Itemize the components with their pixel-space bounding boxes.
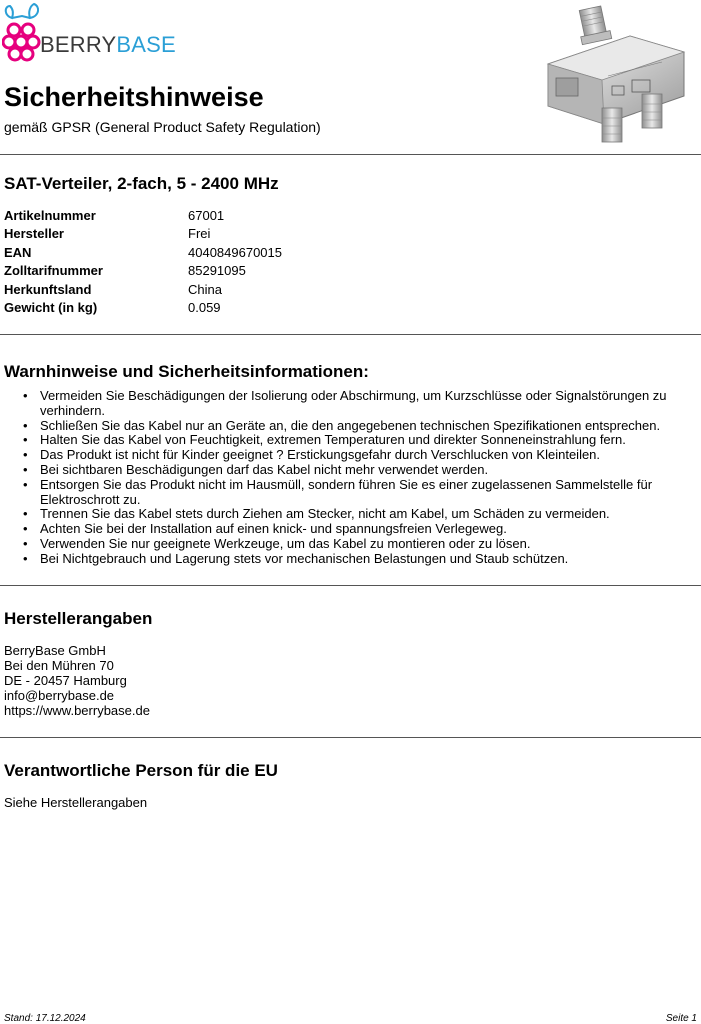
bullet: • [23, 417, 28, 433]
manufacturer-heading: Herstellerangaben [4, 609, 153, 628]
footer-date: Stand: 17.12.2024 [4, 1013, 86, 1024]
spec-table [4, 206, 282, 317]
bullet: • [23, 506, 28, 522]
manufacturer-company: BerryBase GmbH [4, 643, 106, 658]
list-item: • Bei sichtbaren Beschädigungen darf das Kabel nicht mehr verwendet werden. [23, 461, 489, 477]
spec-value: 4040849670015 [188, 244, 282, 260]
spec-value: 67001 [188, 207, 225, 223]
spec-row [4, 299, 282, 318]
eu-responsible-heading: Verantwortliche Person für die EU [4, 761, 278, 780]
raspberry-logo-icon [2, 2, 42, 64]
product-image [534, 2, 694, 150]
list-item: • Vermeiden Sie Beschädigungen der Isolierung oder Abschirmung, um Kurzschlüsse oder Signalstörungen zu verhindern. [23, 388, 667, 418]
product-title: SAT-Verteiler, 2-fach, 5 - 2400 MHz [4, 174, 279, 193]
spec-value: China [188, 281, 222, 297]
list-item: • Das Produkt ist nicht für Kinder geeignet ? Erstickungsgefahr durch Verschlucken von Kleinteilen. [23, 447, 601, 463]
spec-label: Herkunftsland [4, 281, 92, 297]
warnings-list [20, 389, 680, 567]
spec-row [4, 206, 282, 225]
manufacturer-website[interactable]: https://www.berrybase.de [4, 703, 150, 718]
list-item: • Schließen Sie das Kabel nur an Geräte an, die den angegebenen technischen Spezifikationen entsprechen. [23, 417, 661, 433]
list-item: • Entsorgen Sie das Produkt nicht im Hausmüll, sondern führen Sie es einer zugelassenen Sammelstelle für Elektroschrott zu. [23, 476, 653, 507]
bullet: • [23, 550, 28, 566]
section-divider [0, 585, 701, 586]
spec-value: 85291095 [188, 263, 246, 279]
spec-label: Gewicht (in kg) [4, 300, 98, 316]
section-divider [0, 154, 701, 155]
manufacturer-address [4, 643, 150, 718]
bullet: • [23, 447, 28, 463]
spec-row [4, 262, 282, 281]
list-item: • Bei Nichtgebrauch und Lagerung stets vor mechanischen Belastungen und Staub schützen. [23, 550, 569, 566]
manufacturer-email[interactable]: info@berrybase.de [4, 688, 115, 703]
document-subtitle: gemäß GPSR (General Product Safety Regulation) [4, 119, 321, 135]
bullet: • [23, 388, 28, 403]
list-item: • Achten Sie bei der Installation auf einen knick- und spannungsfreien Verlegeweg. [23, 521, 507, 537]
spec-row [4, 243, 282, 262]
spec-value: 0.059 [188, 300, 221, 316]
bullet: • [23, 476, 28, 492]
warnings-heading: Warnhinweise und Sicherheitsinformationen: [4, 362, 369, 381]
berrybase-logo[interactable] [2, 2, 176, 64]
section-divider [0, 334, 701, 335]
list-item: • Verwenden Sie nur geeignete Werkzeuge, um das Kabel zu montieren oder zu lösen. [23, 535, 531, 551]
spec-row [4, 225, 282, 244]
spec-label: Artikelnummer [4, 207, 96, 223]
manufacturer-city: DE - 20457 Hamburg [4, 673, 127, 688]
eu-responsible-text: Siehe Herstellerangaben [4, 795, 148, 810]
footer-page-number: Seite 1 [665, 1013, 697, 1024]
bullet: • [23, 432, 28, 448]
bullet: • [23, 461, 28, 477]
list-item: • Trennen Sie das Kabel stets durch Ziehen am Stecker, nicht am Kabel, um Schäden zu vermeiden. [23, 506, 610, 522]
logo-wordmark: BERRYBASE [40, 32, 176, 57]
document-title: Sicherheitshinweise [4, 82, 264, 112]
spec-value: Frei [188, 226, 211, 242]
spec-row [4, 280, 282, 299]
spec-label: Zolltarifnummer [4, 263, 103, 279]
list-item: • Halten Sie das Kabel von Feuchtigkeit, extremen Temperaturen und direkter Sonneneinstrahlung fern. [23, 432, 626, 448]
spec-label: Hersteller [4, 226, 64, 242]
bullet: • [23, 535, 28, 551]
manufacturer-street: Bei den Mühren 70 [4, 658, 114, 673]
spec-label: EAN [4, 244, 32, 260]
section-divider [0, 737, 701, 738]
bullet: • [23, 521, 28, 537]
